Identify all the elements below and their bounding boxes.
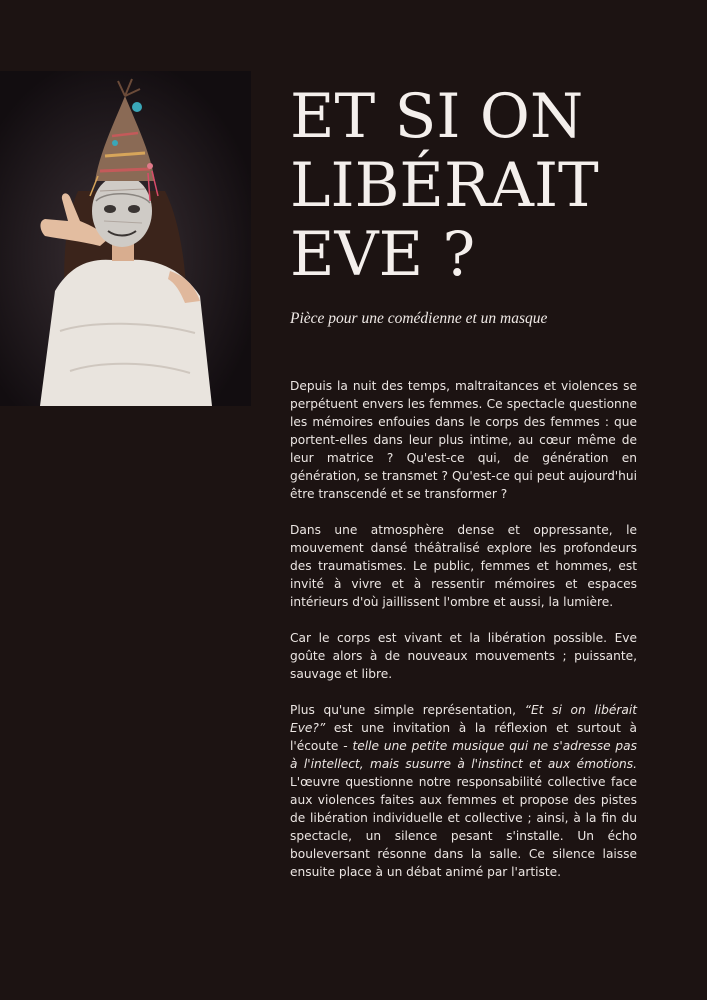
page-title xyxy=(290,82,690,289)
body-text xyxy=(290,377,637,899)
paragraph-4-part-1: Plus qu'une simple représentation, xyxy=(290,703,525,717)
performer-photo xyxy=(0,71,251,406)
title-line-2: LIBÉRAIT xyxy=(290,150,599,221)
title-line-3: EVE ? xyxy=(290,219,476,290)
paragraph-3: Car le corps est vivant et la libération possible. Eve goûte alors à de nouveaux mouvements ; puissante, sauvage et libre. xyxy=(290,631,637,681)
title-line-1: ET SI ON xyxy=(290,81,584,152)
paragraph-4-part-3: L'œuvre questionne notre responsabilité collective face aux violences faites aux femmes et propose des pistes de libération individuelle et collective ; ainsi, à la fin du spectacle, un silence pesant s'installe. Un écho bouleversant résonne dans la salle. Ce silence laisse ensuite place à un débat animé par l'artiste. xyxy=(290,775,637,879)
paragraph-4-italic-quote: telle une petite musique qui ne s'adresse pas à l'intellect, mais susurre à l'instinct et aux émotions. xyxy=(290,739,637,771)
paragraph-4 xyxy=(290,701,637,881)
subtitle: Pièce pour une comédienne et un masque xyxy=(290,310,548,327)
masked-performer-photo-icon xyxy=(0,71,251,406)
paragraph-4-part-2: est une invitation à la réflexion et surtout à l'écoute - xyxy=(290,721,637,753)
paragraph-4-italic-title: “Et si on libérait Eve?” xyxy=(290,703,637,735)
paragraph-1: Depuis la nuit des temps, maltraitances et violences se perpétuent envers les femmes. Ce spectacle questionne les mémoires enfouies dans le corps des femmes : que portent-elles dans leur plus intime, au cœur même de leur matrice ? Qu'est-ce qui, de génération en génération, se transmet ? Qu'est-ce qui peut aujourd'hui être transcendé et se transformer ? xyxy=(290,379,637,501)
paragraph-2: Dans une atmosphère dense et oppressante, le mouvement dansé théâtralisé explore les profondeurs des traumatismes. Le public, femmes et hommes, est invité à vivre et à ressentir mémoires et espaces intérieurs d'où jaillissent l'ombre et aussi, la lumière. xyxy=(290,523,637,609)
